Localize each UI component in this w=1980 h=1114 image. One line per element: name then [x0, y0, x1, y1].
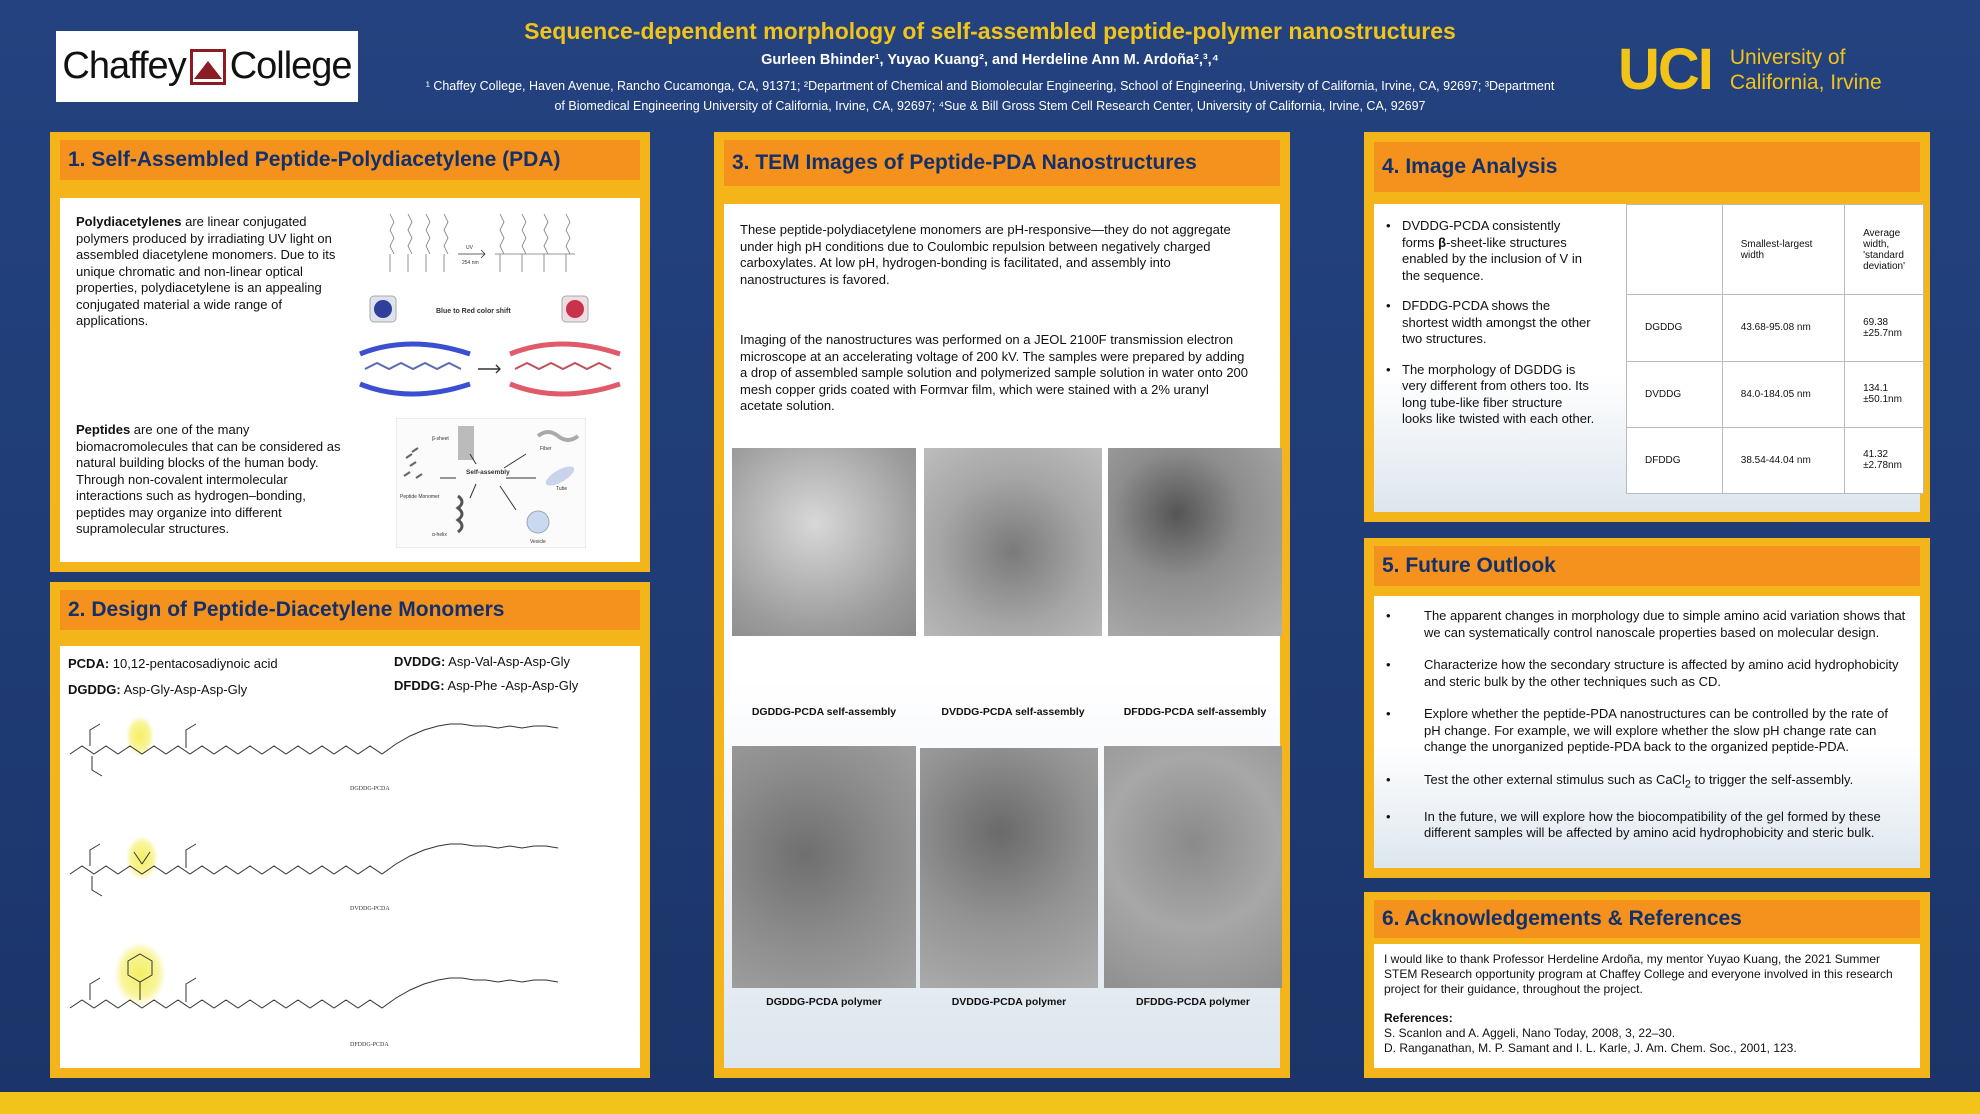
table-header-average: Average width, 'standard deviation': [1845, 205, 1924, 295]
pda-text: are linear conjugated polymers produced by irradiating UV light on assembled diacetylene monomers. Due to its unique chromatic and non-linear optical properties, polydiacetylene is an appealing conjugated material a wide range of applications.: [76, 214, 336, 328]
dgddg-value: Asp-Gly-Asp-Asp-Gly: [120, 682, 248, 697]
uci-logo-line2: California, Irvine: [1729, 71, 1882, 94]
dfddg-value: Asp-Phe -Asp-Asp-Gly: [444, 678, 579, 693]
tem-image-dvddg-self-assembly: [924, 448, 1102, 636]
section-1-body: [60, 198, 640, 562]
peptide-term: Peptides: [76, 422, 131, 437]
self-assembly-figure: [396, 418, 586, 548]
table-row: [1627, 295, 1924, 361]
fig2-vesicle-label: Vesicle: [530, 539, 546, 545]
section-4-heading: 4. Image Analysis: [1374, 142, 1920, 192]
section-6-body: [1374, 944, 1920, 1068]
struct2-label: DVDDG-PCDA: [350, 906, 390, 912]
table-row: [1627, 427, 1924, 493]
section-4-body: [1374, 204, 1920, 512]
outlook-bullets: [1386, 608, 1906, 842]
outlook-bullet-1: • The apparent changes in morphology due to simple amino acid variation shows that we can systematically control nanoscale properties based on molecular design.: [1386, 608, 1906, 641]
dgddg-line: [68, 682, 247, 699]
references-title: References:: [1384, 1011, 1453, 1025]
row-dvddg-name: DVDDG: [1627, 361, 1723, 427]
fig2-center-label: Self-assembly: [466, 469, 510, 476]
row-dvddg-range: 84.0-184.05 nm: [1722, 361, 1844, 427]
pda-polymerization-figure: [350, 204, 630, 404]
section-5-body: [1374, 596, 1920, 868]
fig1-nm-label: 254 nm: [462, 260, 479, 266]
analysis-bullet-1: • DVDDG-PCDA consistently forms β-sheet-like structures enabled by the inclusion of V in the sequence.: [1386, 218, 1596, 284]
section-5-heading: 5. Future Outlook: [1374, 546, 1920, 586]
peptide-paragraph: [76, 422, 351, 538]
outlook-bullet-4: • Test the other external stimulus such as CaCl$_2$ to trigger the self-assembly.: [1386, 772, 1906, 793]
bottom-bar: [0, 1092, 1980, 1114]
table-row: [1627, 361, 1924, 427]
fig2-alpha-label: α-helix: [432, 532, 447, 538]
fig2-tube-label: Tube: [556, 486, 568, 492]
analysis-bullets: [1386, 218, 1596, 428]
poster-title: Sequence-dependent morphology of self-assembled peptide-polymer nanostructures: [524, 18, 1456, 44]
pda-paragraph: [76, 214, 336, 330]
section-3-panel: [714, 132, 1290, 1078]
row-dgddg-range: 43.68-95.08 nm: [1722, 295, 1844, 361]
reference-2: D. Ranganathan, M. P. Samant and I. L. Karle, J. Am. Chem. Soc., 2001, 123.: [1384, 1041, 1797, 1055]
acknowledgement: I would like to thank Professor Herdeline Ardoña, my mentor Yuyao Kuang, the 2021 Summer STEM Research opportunity program at Chaffey College and everyone involved in this research project for their guidance, throughout the project.: [1384, 952, 1893, 996]
uci-logo-name: [1730, 45, 1882, 95]
dvddg-label: DVDDG:: [394, 654, 446, 669]
section-2-panel: [50, 582, 650, 1078]
dfddg-line: [394, 678, 578, 695]
tem-image-dgddg-polymer: [732, 746, 916, 988]
row-dfddg-name: DFDDG: [1627, 427, 1723, 493]
monomer-structures-figure: [60, 704, 640, 1070]
structure-dgddg: [70, 716, 558, 792]
dvddg-value: Asp-Val-Asp-Asp-Gly: [445, 654, 571, 669]
tem-image-dvddg-polymer: [920, 748, 1098, 988]
uci-logo-mark: UCI: [1618, 37, 1712, 102]
analysis-bullet-3: • The morphology of DGDDG is very different from others too. Its long tube-like fiber structure looks like twisted with each other.: [1386, 362, 1596, 428]
row-dgddg-avg: 69.38 ±25.7nm: [1845, 295, 1924, 361]
tem-image-dgddg-self-assembly: [732, 448, 916, 636]
struct3-label: DFDDG-PCDA: [350, 1042, 389, 1048]
width-table: [1626, 204, 1924, 494]
fig1-uv-label: UV: [466, 245, 473, 251]
section-6-heading: 6. Acknowledgements & References: [1374, 900, 1920, 938]
pcda-label: PCDA:: [68, 656, 110, 671]
section-1-heading: 1. Self-Assembled Peptide-Polydiacetylene (PDA): [60, 140, 640, 180]
fig2-monomer-label: Peptide Monomer: [400, 494, 440, 500]
pcda-line: [68, 656, 278, 673]
caption-dvddg-self-assembly: DVDDG-PCDA self-assembly: [941, 706, 1085, 718]
caption-dgddg-polymer: DGDDG-PCDA polymer: [766, 996, 882, 1008]
reference-1: S. Scanlon and A. Aggeli, Nano Today, 2008, 3, 22–30.: [1384, 1026, 1676, 1040]
affiliations: ¹ Chaffey College, Haven Avenue, Rancho Cucamonga, CA, 91371; ²Department of Chemical and Biomolecular Engineering, School of Engineering, University of California, Irvine, CA, 92697; ³Department of Biomedical Engineering University of California, Irvine, CA, 92697; ⁴Sue & Bill Gross Stem Cell Research Center, University of California, Irvine, CA, 92697: [425, 79, 1555, 113]
caption-dfddg-self-assembly: DFDDG-PCDA self-assembly: [1123, 706, 1267, 718]
section-3-paragraph-1: These peptide-polydiacetylene monomers are pH-responsive—they do not aggregate under high pH conditions due to Coulombic repulsion between negatively charged carboxylates. At low pH, hydrogen-bonding is facilitated, and assembly into nanostructures is favored.: [740, 222, 1231, 287]
analysis-bullet-2: • DFDDG-PCDA shows the shortest width amongst the other two structures.: [1386, 298, 1596, 348]
caption-dvddg-polymer: DVDDG-PCDA polymer: [951, 996, 1067, 1008]
row-dfddg-range: 38.54-44.04 nm: [1722, 427, 1844, 493]
dgddg-label: DGDDG:: [68, 682, 121, 697]
section-2-heading: 2. Design of Peptide-Diacetylene Monomers: [60, 590, 640, 630]
fig2-beta-label: β-sheet: [432, 436, 449, 442]
peptide-text: are one of the many biomacromolecules that can be considered as natural building blocks of the human body. Through non-covalent intermolecular interactions such as hydrogen–bonding, peptides may organize into different supramolecular structures.: [76, 422, 341, 536]
outlook-bullet-5: • In the future, we will explore how the biocompatibility of the gel formed by these different samples will be affected by amino acid hydrophobicity and steric bulk.: [1386, 809, 1906, 842]
section-1-panel: [50, 132, 650, 572]
section-3-body: [724, 204, 1280, 1068]
section-2-body: [60, 646, 640, 1068]
section-3-paragraph-2: Imaging of the nanostructures was performed on a JEOL 2100F transmission electron microscope at an accelerating voltage of 200 kV. The samples were prepared by adding a drop of assembled sample solution and polymerized sample solution in water onto 200 mesh copper grids coated with Formvar film, which were stained with a 2% uranyl acetate solution.: [740, 332, 1249, 413]
structure-dvddg: [70, 836, 558, 912]
fig2-fiber-label: Fiber: [540, 446, 552, 452]
pda-term: Polydiacetylenes: [76, 214, 182, 229]
outlook-bullet-2: • Characterize how the secondary structure is affected by amino acid hydrophobicity and steric bulk by the other techniques such as CD.: [1386, 657, 1906, 690]
pcda-value: 10,12-pentacosadiynoic acid: [109, 656, 278, 671]
uci-logo-line1: University of: [1729, 46, 1846, 69]
chaffey-college-logo: [56, 31, 358, 102]
row-dfddg-avg: 41.32 ±2.78nm: [1845, 427, 1924, 493]
section-5-panel: [1364, 538, 1930, 878]
caption-dfddg-polymer: DFDDG-PCDA polymer: [1136, 996, 1250, 1008]
authors: Gurleen Bhinder¹, Yuyao Kuang², and Herdeline Ann M. Ardoña²,³,⁴: [761, 52, 1219, 68]
row-dgddg-name: DGDDG: [1627, 295, 1723, 361]
tem-image-dfddg-self-assembly: [1108, 448, 1282, 636]
section-3-heading: 3. TEM Images of Peptide-PDA Nanostructures: [724, 140, 1280, 186]
tem-image-dfddg-polymer: [1104, 746, 1282, 988]
section-4-panel: [1364, 132, 1930, 522]
college-roof-icon: [190, 49, 226, 85]
logo-left-word-2: College: [229, 45, 352, 87]
fig1-shift-label: Blue to Red color shift: [436, 308, 511, 315]
outlook-bullet-3: • Explore whether the peptide-PDA nanostructures can be controlled by the rate of pH change. For example, we will explore whether the slow pH change rate can change the unorganized peptide-PDA back to the organized peptide-PDA.: [1386, 706, 1906, 756]
dfddg-label: DFDDG:: [394, 678, 445, 693]
struct1-label: DGDDG-PCDA: [350, 786, 390, 792]
section-6-panel: [1364, 892, 1930, 1078]
table-header-range: Smallest-largest width: [1722, 205, 1844, 295]
dvddg-line: [394, 654, 570, 671]
caption-dgddg-self-assembly: DGDDG-PCDA self-assembly: [751, 706, 897, 718]
uci-logo: [1618, 37, 1938, 102]
logo-left-word-1: Chaffey: [62, 45, 186, 87]
row-dvddg-avg: 134.1 ±50.1nm: [1845, 361, 1924, 427]
structure-dfddg: [70, 942, 558, 1048]
